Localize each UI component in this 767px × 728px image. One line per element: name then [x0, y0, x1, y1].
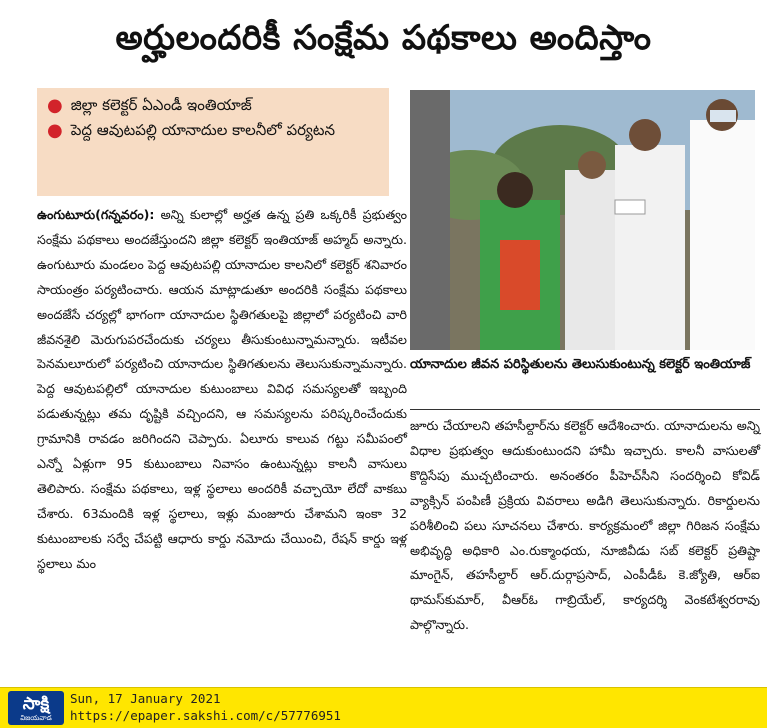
footer-bar: [0, 687, 767, 728]
headline: అర్హులందరికీ సంక్షేమ పథకాలు అందిస్తాం: [115, 18, 652, 58]
bullet-icon: ●: [47, 120, 63, 141]
article-column-right: [410, 414, 760, 638]
article-text-right: జూరు చేయాలని తహసీల్దార్‌ను కలెక్టర్ ఆదేశించారు. యానాదులను అన్ని విధాల ప్రభుత్వం ఆదుకుంటుందని హామీ ఇచ్చారు. కాలనీ వాసులతో కొద్దిసేపు ముచ్చటించారు. అనంతరం పీహెచ్‌సీని సందర్శించి కోవిడ్ వ్యాక్సిన్ పంపిణీ ప్రక్రియ వివరాలు అడిగి తెలుసుకున్నారు. రికార్డులను పరిశీలించి పలు సూచనలు చేశారు. కార్యక్రమంలో జిల్లా గిరిజన సంక్షేమ అభివృద్ధి అధికారి ఎం.రుక్మాంధయ, నూజివీడు సబ్ కలెక్టర్ ప్రతిష్టా మాంగైన్, తహసీల్దార్ ఆర్.దుర్గాప్రసాద్, ఎంపీడీఓ కె.జ్యోతి, ఆర్‌ఐ థామస్‌కుమార్, వీఆర్‌ఓ గాబ్రియేల్, కార్యదర్శి వెంకటేశ్వరరావు పాల్గొన్నారు.: [410, 418, 760, 633]
footer-date: Sun, 17 January 2021: [70, 691, 221, 706]
sakshi-logo: [8, 691, 64, 725]
footer-url[interactable]: https://epaper.sakshi.com/c/57776951: [70, 708, 341, 723]
summary-item: [47, 93, 379, 118]
photo-caption: యానాదుల జీవన పరిస్థితులను తెలుసుకుంటున్న కలెక్టర్ ఇంతియాజ్: [410, 357, 751, 372]
summary-text: పెద్ద ఆవుటపల్లి యానాదుల కాలనీలో పర్యటన: [70, 121, 336, 139]
logo-edition: విజయవాడ: [20, 713, 52, 722]
article-text-left: అన్ని కులాల్లో అర్హత ఉన్న ప్రతి ఒక్కరికీ ప్రభుత్వం సంక్షేమ పథకాలు అందజేస్తుందని జిల్లా కలెక్టర్ ఇంతియాజ్ అహ్మద్ అన్నారు. ఉంగుటూరు మండలం పెద్ద ఆవుటపల్లి యానాదుల కాలనిలో కలెక్టర్ శనివారం సాయంత్రం పర్యటించారు. ఆయన మాట్లాడుతూ అందరికి సంక్షేమ పథకాలు అందజేసే చర్యల్లో భాగంగా యానాదుల స్థితిగతులపై జిల్లాలో పర్యటించి వారి జీవనశైలి మెరుగుపరచేందుకు చర్యలు తీసుకుంటున్నామన్నారు. ఇటీవల పెనమలూరులో పర్యటించి యానాదుల స్థితిగతులను తెలుసుకున్నామన్నారు. పెద్ద ఆవుటపల్లిలో యానాదుల కుటుంబాలు వివిధ సమస్యలతో ఇబ్బంది పడుతున్నట్లు తమ దృష్టికి వచ్చిందని, ఆ సమస్యలను పరిష్కరించేందుకు గ్రామానికి రావడం జరిగిందని చెప్పారు. ఏలూరు కాలువ గట్టు సమీపంలో ఎన్నో ఏళ్లుగా 95 కుటుంబాలు నివాసం ఉంటున్నట్లు కాలనీ వాసులు తెలిపారు. సంక్షేమ పథకాలు, ఇళ్ల స్థలాలు అందరికీ వచ్చాయో లేదో వాకబు చేశారు. 63మందికి ఇళ్ల స్థలాలు, ఇళ్లు మంజూరు చేశామని ఇంకా 32 కుటుంబాలకు సర్వే చేపట్టి ఆధారు కార్డు నమోదు చేయించి, రేషన్ కార్డు ఇళ్ల స్థలాలు మం: [37, 207, 407, 571]
summary-box: [37, 88, 389, 196]
photo-illustration: [410, 90, 755, 350]
summary-item: [47, 118, 379, 143]
news-photo: [410, 90, 755, 350]
summary-text: జిల్లా కలెక్టర్ ఏఎండీ ఇంతియాజ్: [70, 96, 252, 114]
logo-text: సాక్షి: [22, 693, 50, 714]
caption-divider: [410, 409, 760, 410]
article-column-left: [37, 203, 407, 577]
bullet-icon: ●: [47, 95, 63, 116]
dateline: ఉంగుటూరు(గన్నవరం):: [37, 207, 155, 222]
